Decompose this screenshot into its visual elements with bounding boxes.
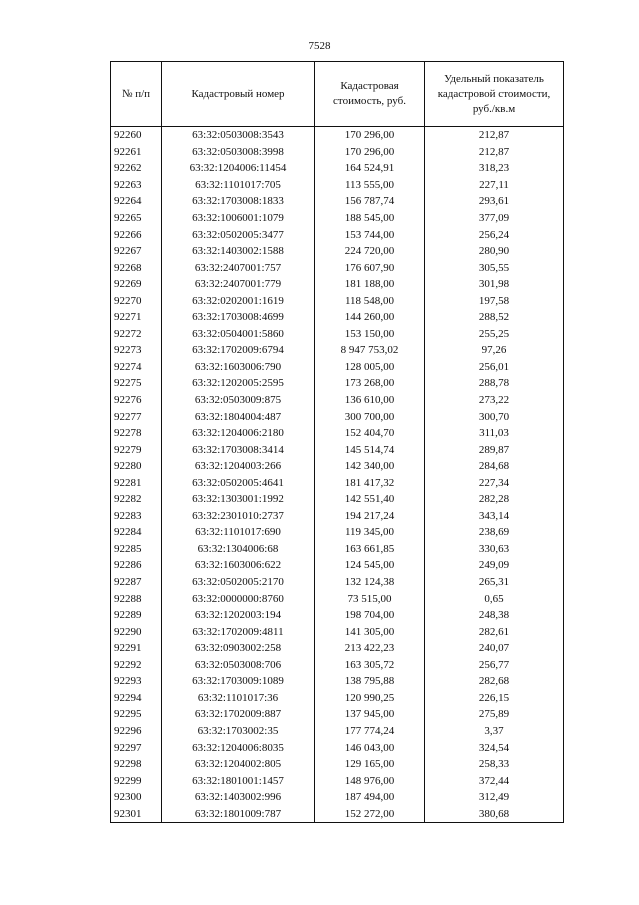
table-header	[111, 62, 564, 127]
cadastral-cost-cell: 153 150,00	[315, 326, 425, 343]
cadastral-cost-cell: 136 610,00	[315, 392, 425, 409]
row-number-cell: 92281	[111, 474, 162, 491]
row-number-cell: 92264	[111, 193, 162, 210]
specific-rate-cell: 300,70	[425, 408, 564, 425]
specific-rate-cell: 227,11	[425, 177, 564, 194]
row-number-cell: 92270	[111, 292, 162, 309]
cadastral-cost-cell: 173 268,00	[315, 375, 425, 392]
specific-rate-cell: 312,49	[425, 789, 564, 806]
cadastral-value-table	[110, 61, 564, 823]
table-row	[111, 359, 564, 376]
row-number-cell: 92290	[111, 623, 162, 640]
cadastral-cost-cell: 163 661,85	[315, 541, 425, 558]
cadastral-cost-cell: 181 417,32	[315, 474, 425, 491]
cadastral-number-cell: 63:32:1204003:266	[162, 458, 315, 475]
cadastral-number-cell: 63:32:1603006:622	[162, 557, 315, 574]
cadastral-number-cell: 63:32:1202003:194	[162, 607, 315, 624]
row-number-cell: 92297	[111, 739, 162, 756]
specific-rate-cell: 3,37	[425, 723, 564, 740]
specific-rate-cell: 330,63	[425, 541, 564, 558]
table-row	[111, 805, 564, 822]
cadastral-number-cell: 63:32:0000000:8760	[162, 590, 315, 607]
cadastral-cost-cell: 144 260,00	[315, 309, 425, 326]
row-number-cell: 92277	[111, 408, 162, 425]
cadastral-number-cell: 63:32:0503008:706	[162, 657, 315, 674]
specific-rate-cell: 258,33	[425, 756, 564, 773]
specific-rate-cell: 282,61	[425, 623, 564, 640]
table-row	[111, 408, 564, 425]
specific-rate-cell: 293,61	[425, 193, 564, 210]
cadastral-cost-cell: 153 744,00	[315, 226, 425, 243]
specific-rate-cell: 301,98	[425, 276, 564, 293]
table-row	[111, 342, 564, 359]
cadastral-number-cell: 63:32:1204006:2180	[162, 425, 315, 442]
row-number-cell: 92269	[111, 276, 162, 293]
specific-rate-cell: 372,44	[425, 772, 564, 789]
specific-rate-cell: 226,15	[425, 690, 564, 707]
row-number-cell: 92278	[111, 425, 162, 442]
cadastral-number-cell: 63:32:0903002:258	[162, 640, 315, 657]
table-row	[111, 690, 564, 707]
cadastral-cost-cell: 164 524,91	[315, 160, 425, 177]
cadastral-number-cell: 63:32:1703008:3414	[162, 441, 315, 458]
table-row	[111, 491, 564, 508]
specific-rate-cell: 256,77	[425, 657, 564, 674]
specific-rate-cell: 343,14	[425, 508, 564, 525]
table-row	[111, 292, 564, 309]
cadastral-number-cell: 63:32:0502005:3477	[162, 226, 315, 243]
cadastral-cost-cell: 137 945,00	[315, 706, 425, 723]
table-row	[111, 756, 564, 773]
cadastral-number-cell: 63:32:1303001:1992	[162, 491, 315, 508]
cadastral-number-cell: 63:32:0202001:1619	[162, 292, 315, 309]
cadastral-number-cell: 63:32:1702009:4811	[162, 623, 315, 640]
row-number-cell: 92292	[111, 657, 162, 674]
row-number-cell: 92299	[111, 772, 162, 789]
specific-rate-cell: 318,23	[425, 160, 564, 177]
row-number-cell: 92275	[111, 375, 162, 392]
specific-rate-cell: 377,09	[425, 210, 564, 227]
row-number-cell: 92298	[111, 756, 162, 773]
row-number-cell: 92265	[111, 210, 162, 227]
table-row	[111, 706, 564, 723]
cadastral-number-cell: 63:32:0503008:3998	[162, 144, 315, 161]
row-number-cell: 92261	[111, 144, 162, 161]
table-body	[111, 127, 564, 823]
row-number-cell: 92282	[111, 491, 162, 508]
cadastral-cost-cell: 145 514,74	[315, 441, 425, 458]
cadastral-number-cell: 63:32:0503008:3543	[162, 127, 315, 144]
row-number-cell: 92276	[111, 392, 162, 409]
specific-rate-cell: 273,22	[425, 392, 564, 409]
table-row	[111, 574, 564, 591]
specific-rate-cell: 212,87	[425, 127, 564, 144]
cadastral-number-cell: 63:32:1101017:705	[162, 177, 315, 194]
cadastral-cost-cell: 119 345,00	[315, 524, 425, 541]
cadastral-cost-cell: 118 548,00	[315, 292, 425, 309]
table-row	[111, 508, 564, 525]
cadastral-number-cell: 63:32:1202005:2595	[162, 375, 315, 392]
header-cadastral-number: Кадастровый номер	[162, 62, 315, 127]
row-number-cell: 92296	[111, 723, 162, 740]
row-number-cell: 92262	[111, 160, 162, 177]
cadastral-number-cell: 63:32:1403002:996	[162, 789, 315, 806]
cadastral-cost-cell: 8 947 753,02	[315, 342, 425, 359]
table-row	[111, 789, 564, 806]
cadastral-cost-cell: 170 296,00	[315, 127, 425, 144]
table-row	[111, 210, 564, 227]
cadastral-number-cell: 63:32:0504001:5860	[162, 326, 315, 343]
cadastral-cost-cell: 142 340,00	[315, 458, 425, 475]
table-row	[111, 607, 564, 624]
specific-rate-cell: 380,68	[425, 805, 564, 822]
specific-rate-cell: 255,25	[425, 326, 564, 343]
table-row	[111, 243, 564, 260]
cadastral-number-cell: 63:32:2301010:2737	[162, 508, 315, 525]
table-row	[111, 425, 564, 442]
specific-rate-cell: 289,87	[425, 441, 564, 458]
cadastral-number-cell: 63:32:1702009:887	[162, 706, 315, 723]
specific-rate-cell: 212,87	[425, 144, 564, 161]
row-number-cell: 92268	[111, 259, 162, 276]
row-number-cell: 92266	[111, 226, 162, 243]
cadastral-cost-cell: 152 404,70	[315, 425, 425, 442]
row-number-cell: 92293	[111, 673, 162, 690]
cadastral-number-cell: 63:32:2407001:779	[162, 276, 315, 293]
cadastral-cost-cell: 138 795,88	[315, 673, 425, 690]
row-number-cell: 92272	[111, 326, 162, 343]
table-row	[111, 524, 564, 541]
specific-rate-cell: 256,24	[425, 226, 564, 243]
cadastral-number-cell: 63:32:1204006:11454	[162, 160, 315, 177]
cadastral-number-cell: 63:32:1204006:8035	[162, 739, 315, 756]
specific-rate-cell: 282,28	[425, 491, 564, 508]
table-row	[111, 772, 564, 789]
row-number-cell: 92263	[111, 177, 162, 194]
row-number-cell: 92294	[111, 690, 162, 707]
cadastral-cost-cell: 187 494,00	[315, 789, 425, 806]
specific-rate-cell: 256,01	[425, 359, 564, 376]
table-row	[111, 326, 564, 343]
row-number-cell: 92300	[111, 789, 162, 806]
cadastral-cost-cell: 176 607,90	[315, 259, 425, 276]
table-row	[111, 640, 564, 657]
cadastral-number-cell: 63:32:1006001:1079	[162, 210, 315, 227]
specific-rate-cell: 288,52	[425, 309, 564, 326]
cadastral-cost-cell: 129 165,00	[315, 756, 425, 773]
header-row-number: № п/п	[111, 62, 162, 127]
row-number-cell: 92289	[111, 607, 162, 624]
row-number-cell: 92271	[111, 309, 162, 326]
specific-rate-cell: 282,68	[425, 673, 564, 690]
cadastral-cost-cell: 177 774,24	[315, 723, 425, 740]
row-number-cell: 92283	[111, 508, 162, 525]
cadastral-cost-cell: 163 305,72	[315, 657, 425, 674]
specific-rate-cell: 227,34	[425, 474, 564, 491]
cadastral-cost-cell: 194 217,24	[315, 508, 425, 525]
specific-rate-cell: 280,90	[425, 243, 564, 260]
cadastral-cost-cell: 156 787,74	[315, 193, 425, 210]
table-row	[111, 739, 564, 756]
row-number-cell: 92288	[111, 590, 162, 607]
cadastral-cost-cell: 146 043,00	[315, 739, 425, 756]
table-row	[111, 723, 564, 740]
cadastral-cost-cell: 188 545,00	[315, 210, 425, 227]
cadastral-number-cell: 63:32:1403002:1588	[162, 243, 315, 260]
cadastral-number-cell: 63:32:1204002:805	[162, 756, 315, 773]
table-row	[111, 557, 564, 574]
table-row	[111, 309, 564, 326]
row-number-cell: 92260	[111, 127, 162, 144]
cadastral-cost-cell: 148 976,00	[315, 772, 425, 789]
table-row	[111, 441, 564, 458]
cadastral-cost-cell: 213 422,23	[315, 640, 425, 657]
specific-rate-cell: 97,26	[425, 342, 564, 359]
specific-rate-cell: 248,38	[425, 607, 564, 624]
specific-rate-cell: 238,69	[425, 524, 564, 541]
row-number-cell: 92301	[111, 805, 162, 822]
table-row	[111, 673, 564, 690]
page-number: 7528	[308, 40, 331, 52]
cadastral-number-cell: 63:32:1703008:1833	[162, 193, 315, 210]
cadastral-cost-cell: 132 124,38	[315, 574, 425, 591]
cadastral-cost-cell: 198 704,00	[315, 607, 425, 624]
specific-rate-cell: 197,58	[425, 292, 564, 309]
row-number-cell: 92267	[111, 243, 162, 260]
table-row	[111, 276, 564, 293]
specific-rate-cell: 324,54	[425, 739, 564, 756]
cadastral-cost-cell: 142 551,40	[315, 491, 425, 508]
cadastral-cost-cell: 128 005,00	[315, 359, 425, 376]
row-number-cell: 92284	[111, 524, 162, 541]
table-row	[111, 259, 564, 276]
specific-rate-cell: 311,03	[425, 425, 564, 442]
specific-rate-cell: 284,68	[425, 458, 564, 475]
cadastral-number-cell: 63:32:1101017:690	[162, 524, 315, 541]
table-row	[111, 623, 564, 640]
cadastral-cost-cell: 152 272,00	[315, 805, 425, 822]
table-row	[111, 144, 564, 161]
cadastral-number-cell: 63:32:1703009:1089	[162, 673, 315, 690]
cadastral-number-cell: 63:32:1603006:790	[162, 359, 315, 376]
cadastral-number-cell: 63:32:1801009:787	[162, 805, 315, 822]
table-row	[111, 458, 564, 475]
header-row	[111, 62, 564, 127]
cadastral-number-cell: 63:32:0502005:4641	[162, 474, 315, 491]
row-number-cell: 92280	[111, 458, 162, 475]
table-row	[111, 127, 564, 144]
row-number-cell: 92279	[111, 441, 162, 458]
cadastral-number-cell: 63:32:2407001:757	[162, 259, 315, 276]
row-number-cell: 92291	[111, 640, 162, 657]
row-number-cell: 92287	[111, 574, 162, 591]
cadastral-cost-cell: 224 720,00	[315, 243, 425, 260]
cadastral-cost-cell: 170 296,00	[315, 144, 425, 161]
table-row	[111, 226, 564, 243]
row-number-cell: 92273	[111, 342, 162, 359]
cadastral-number-cell: 63:32:1801001:1457	[162, 772, 315, 789]
cadastral-number-cell: 63:32:1804004:487	[162, 408, 315, 425]
cadastral-cost-cell: 113 555,00	[315, 177, 425, 194]
cadastral-cost-cell: 73 515,00	[315, 590, 425, 607]
table-row	[111, 590, 564, 607]
header-cadastral-cost: Кадастровая стоимость, руб.	[315, 62, 425, 127]
table-row	[111, 392, 564, 409]
table-row	[111, 177, 564, 194]
specific-rate-cell: 265,31	[425, 574, 564, 591]
cadastral-number-cell: 63:32:1703002:35	[162, 723, 315, 740]
header-specific-rate: Удельный показатель кадастровой стоимости, руб./кв.м	[425, 62, 564, 127]
table-row	[111, 375, 564, 392]
cadastral-number-cell: 63:32:1101017:36	[162, 690, 315, 707]
cadastral-number-cell: 63:32:0502005:2170	[162, 574, 315, 591]
row-number-cell: 92285	[111, 541, 162, 558]
row-number-cell: 92286	[111, 557, 162, 574]
specific-rate-cell: 0,65	[425, 590, 564, 607]
cadastral-cost-cell: 300 700,00	[315, 408, 425, 425]
cadastral-number-cell: 63:32:1304006:68	[162, 541, 315, 558]
row-number-cell: 92274	[111, 359, 162, 376]
table-row	[111, 160, 564, 177]
cadastral-number-cell: 63:32:1703008:4699	[162, 309, 315, 326]
table-row	[111, 474, 564, 491]
table-row	[111, 193, 564, 210]
table-row	[111, 657, 564, 674]
cadastral-cost-cell: 124 545,00	[315, 557, 425, 574]
cadastral-number-cell: 63:32:0503009:875	[162, 392, 315, 409]
cadastral-cost-cell: 120 990,25	[315, 690, 425, 707]
cadastral-number-cell: 63:32:1702009:6794	[162, 342, 315, 359]
row-number-cell: 92295	[111, 706, 162, 723]
specific-rate-cell: 240,07	[425, 640, 564, 657]
specific-rate-cell: 275,89	[425, 706, 564, 723]
table-row	[111, 541, 564, 558]
specific-rate-cell: 249,09	[425, 557, 564, 574]
specific-rate-cell: 288,78	[425, 375, 564, 392]
specific-rate-cell: 305,55	[425, 259, 564, 276]
cadastral-cost-cell: 141 305,00	[315, 623, 425, 640]
cadastral-cost-cell: 181 188,00	[315, 276, 425, 293]
